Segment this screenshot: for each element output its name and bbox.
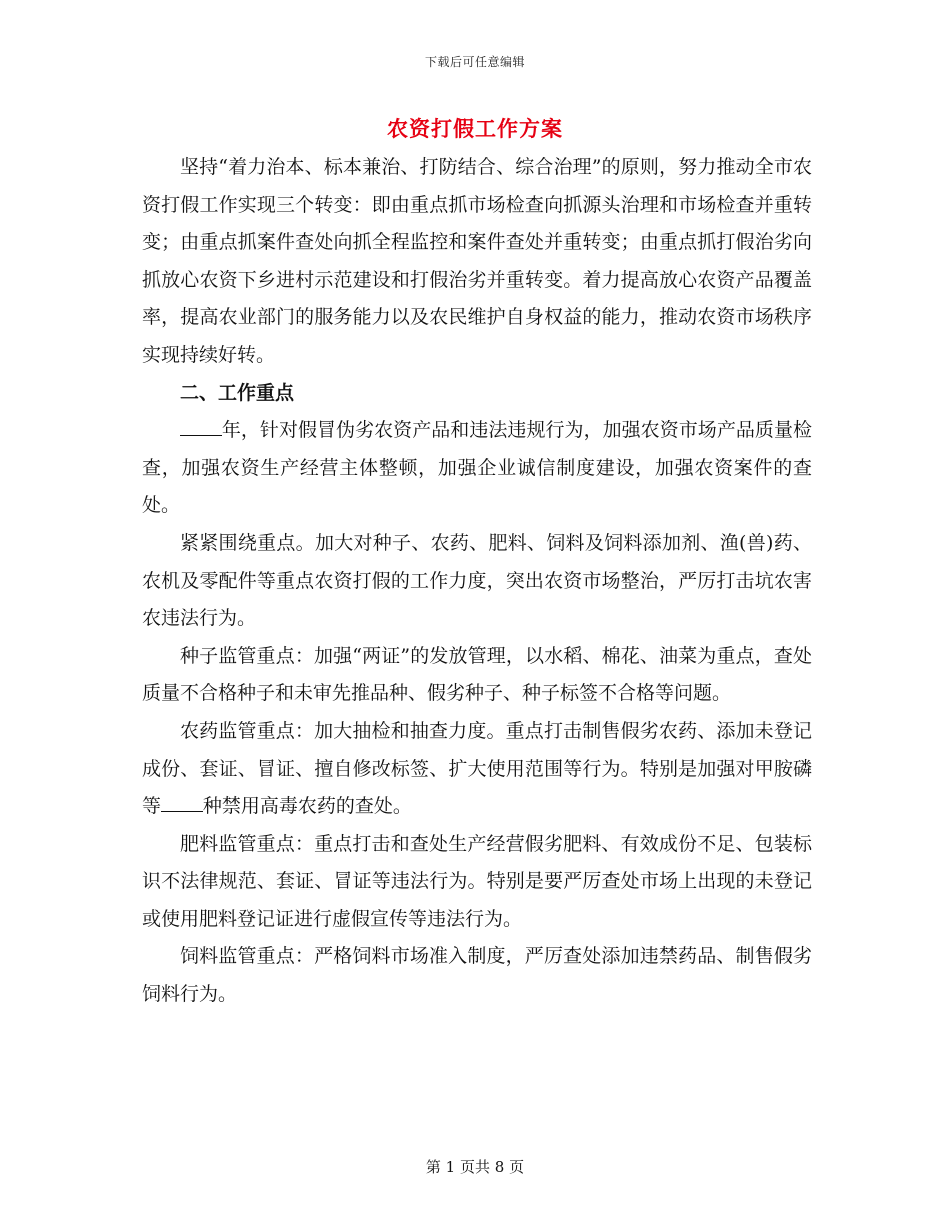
year-paragraph-text: 年，针对假冒伪劣农资产品和违法违规行为，加强农资市场产品质量检查，加强农资生产经营主体整顿，加强企业诚信制度建设，加强农资案件的查处。 xyxy=(142,419,812,517)
intro-paragraph: 坚持“着力治本、标本兼治、打防结合、综合治理”的原则，努力推动全市农资打假工作实现三个转变：即由重点抓市场检查向抓源头治理和市场检查并重转变；由重点抓案件查处向抓全程监控和案件查处并重转变；由重点抓打假治劣向抓放心农资下乡进村示范建设和打假治劣并重转变。着力提高放心农资产品覆盖率，提高农业部门的服务能力以及农民维护自身权益的能力，推动农资市场秩序实现持续好转。 xyxy=(142,156,812,366)
page-header-note: 下载后可任意编辑 xyxy=(424,55,525,69)
page-footer: 第 1 页共 8 页 xyxy=(425,1158,525,1176)
pesticide-text-end: 种禁用高毒农药的查处。 xyxy=(202,795,412,818)
fertilizer-paragraph: 肥料监管重点：重点打击和查处生产经营假劣肥料、有效成份不足、包装标识不法律规范、套证、冒证等违法行为。特别是要严厉查处市场上出现的未登记或使用肥料登记证进行虚假宣传等违法行为。 xyxy=(142,832,812,930)
section-heading: 二、工作重点 xyxy=(180,381,295,404)
year-paragraph xyxy=(142,412,812,525)
document-body xyxy=(142,149,812,1014)
pesticide-blank xyxy=(161,793,203,812)
seeds-paragraph: 种子监管重点：加强“两证”的发放管理，以水稻、棉花、油菜为重点，查处质量不合格种子和未审先推品种、假劣种子、种子标签不合格等问题。 xyxy=(142,644,812,705)
feed-paragraph: 饲料监管重点：严格饲料市场准入制度，严厉查处添加违禁药品、制售假劣饲料行为。 xyxy=(142,945,812,1006)
focus-paragraph: 紧紧围绕重点。加大对种子、农药、肥料、饲料及饲料添加剂、渔(兽)药、农机及零配件等重点农资打假的工作力度，突出农资市场整治，严厉打击坑农害农违法行为。 xyxy=(142,531,812,630)
pesticide-text-start: 农药监管重点：加大抽检和抽查力度。重点打击制售假劣农药、添加未登记成份、套证、冒证、擅自修改标签、扩大使用范围等行为。特别是加强对甲胺磷等 xyxy=(142,719,812,818)
year-blank xyxy=(180,417,222,436)
document-title: 农资打假工作方案 xyxy=(387,116,563,141)
pesticide-paragraph xyxy=(142,713,812,826)
